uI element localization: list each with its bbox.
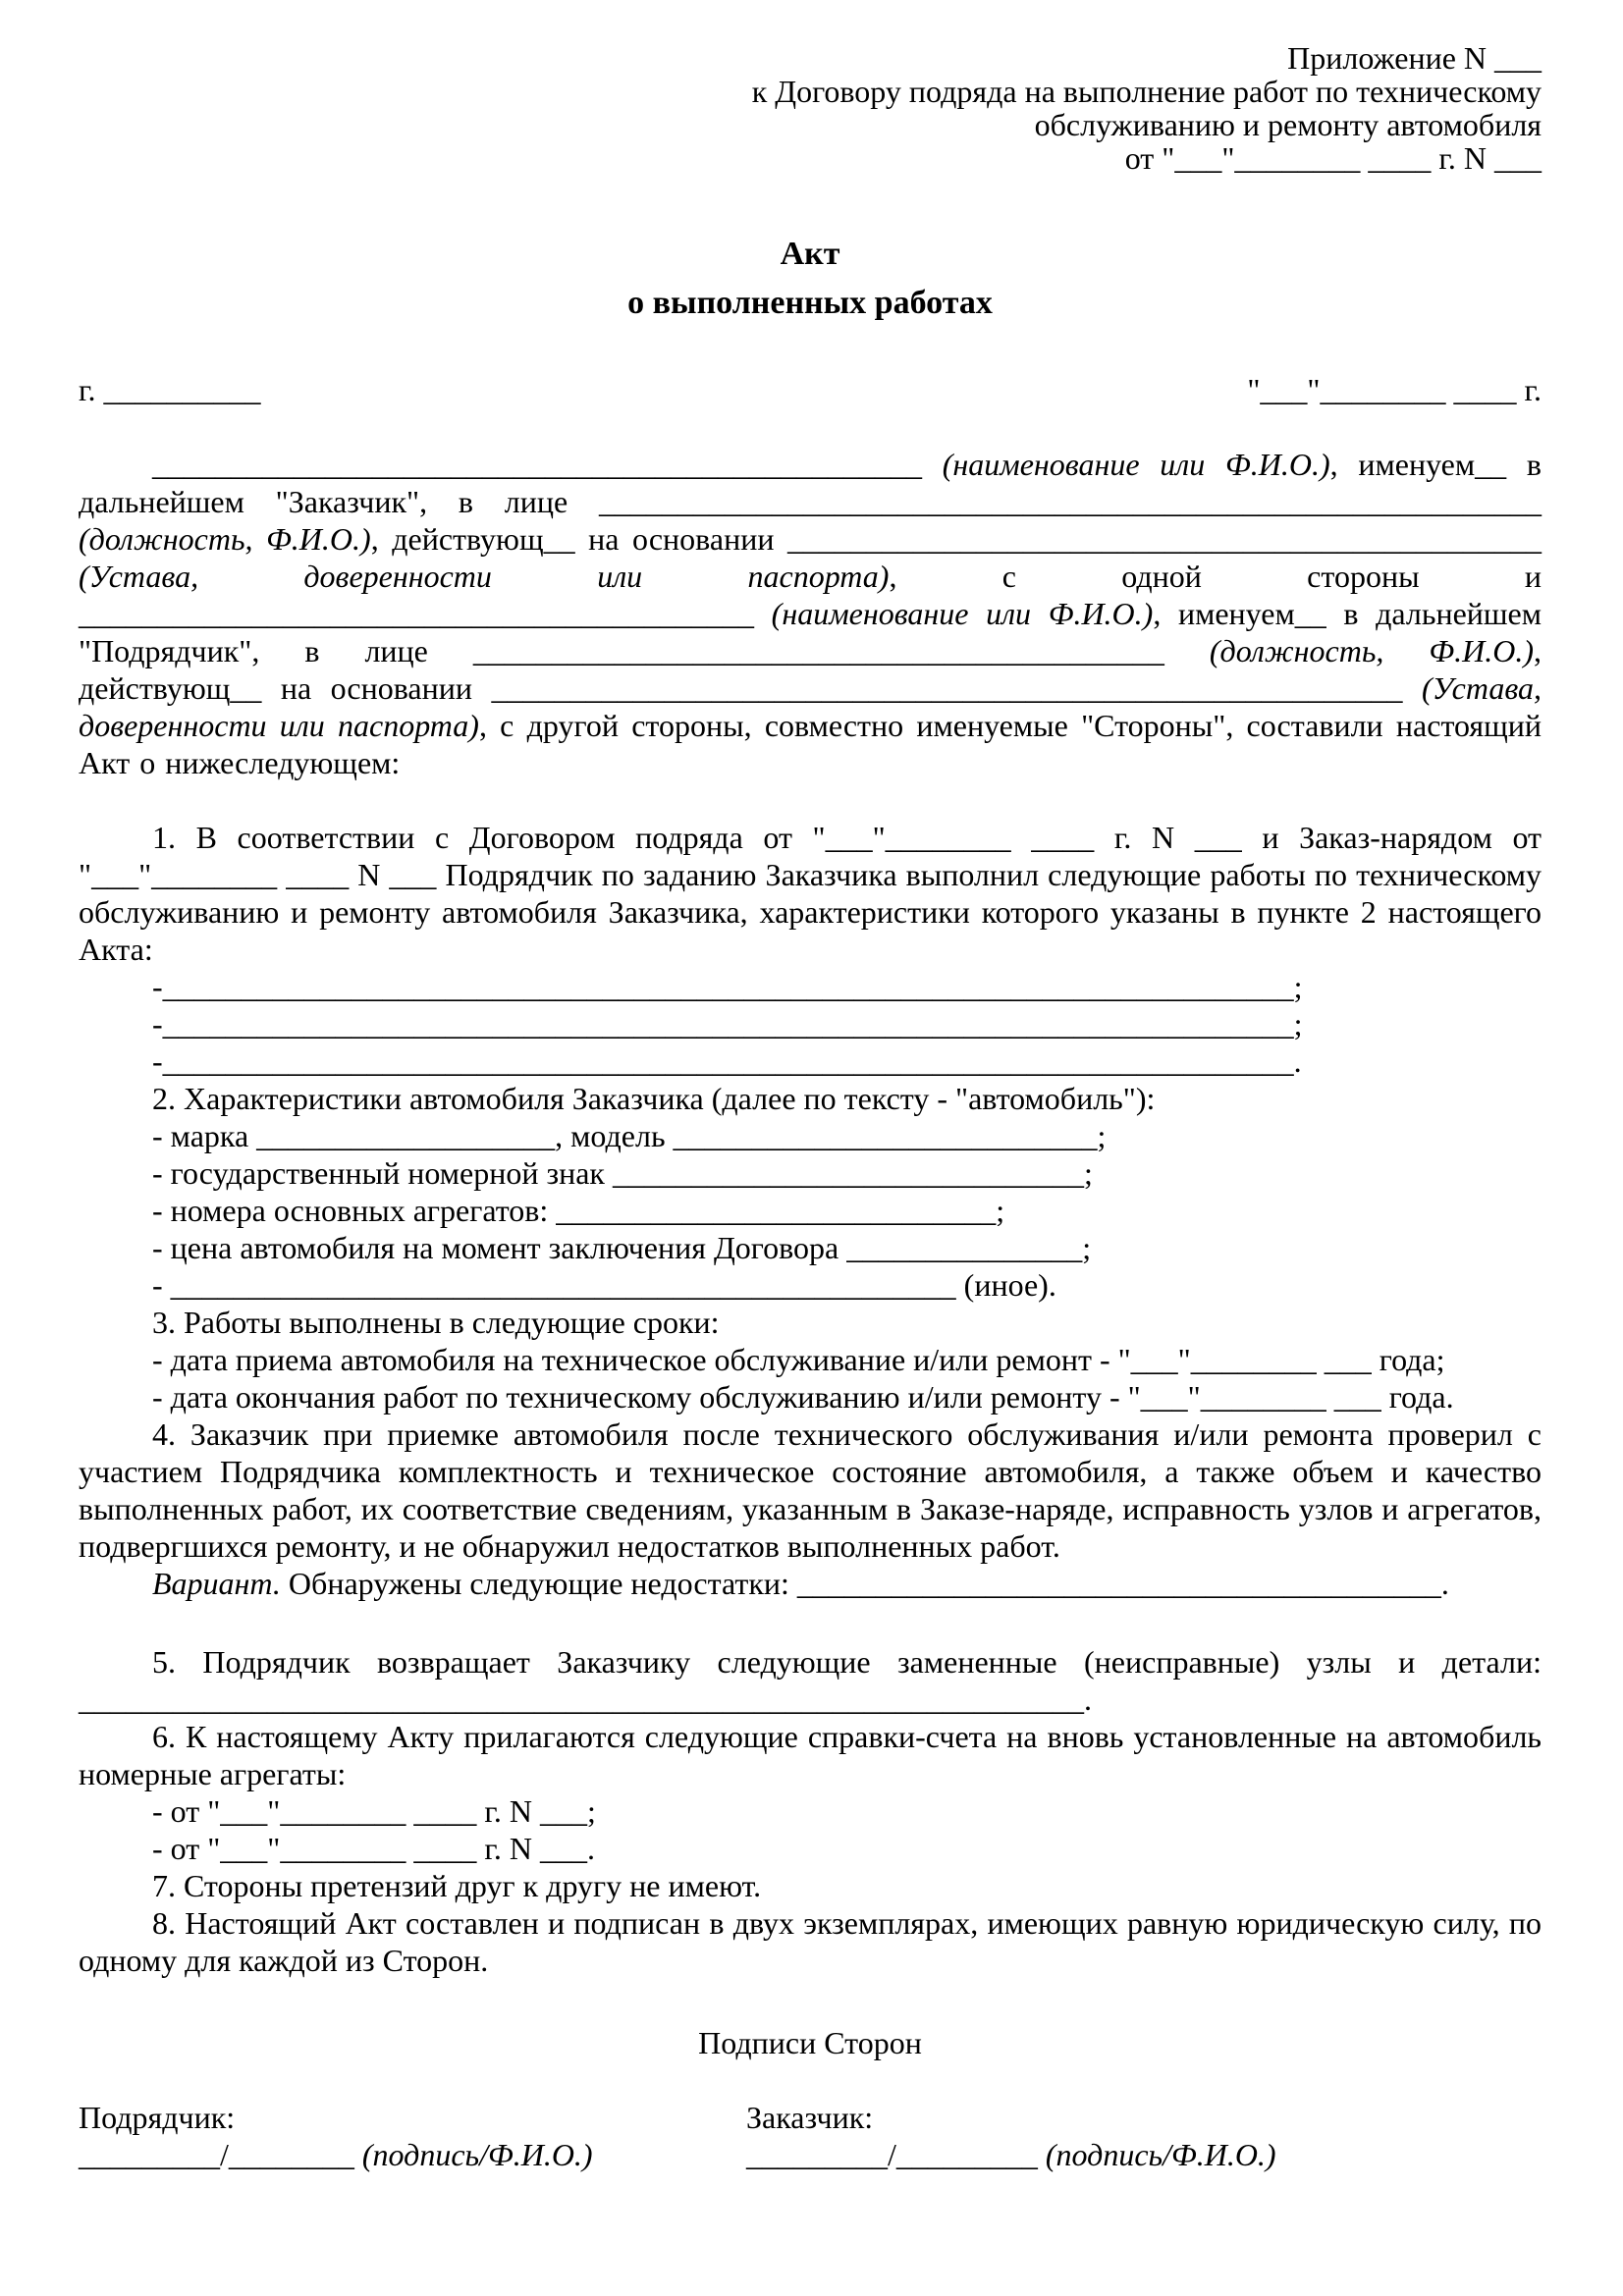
section-2-heading: 2. Характеристики автомобиля Заказчика (далее по тексту - "автомобиль"): xyxy=(152,1081,1156,1116)
variant-line: Вариант. Обнаружены следующие недостатки: _________________________________________. xyxy=(152,1566,1449,1601)
section-6-item-2: - от "___"________ ____ г. N ___. xyxy=(152,1831,595,1866)
annex-line-1: Приложение N ___ xyxy=(1287,40,1542,76)
section-1-blank-item-3: -________________________________________________________________________. xyxy=(152,1043,1302,1079)
contractor-signature-column xyxy=(79,2099,746,2173)
section-3-heading: 3. Работы выполнены в следующие сроки: xyxy=(152,1305,720,1340)
section-5-paragraph: 5. Подрядчик возвращает Заказчику следующие замененные (неисправные) узлы и детали: ________________________________________________________________. xyxy=(79,1644,1542,1717)
contractor-label: Подрядчик: xyxy=(79,2100,236,2135)
document-title-line-1: Акт xyxy=(780,236,840,272)
annex-header xyxy=(79,41,1542,175)
section-6-paragraph: 6. К настоящему Акту прилагаются следующие справки-счета на вновь установленные на автомобиль номерные агрегаты: xyxy=(79,1719,1542,1791)
section-1-blank-item-2: -________________________________________________________________________; xyxy=(152,1006,1303,1041)
document-title-line-2: о выполненных работах xyxy=(627,285,993,321)
section-1-blank-item-1: -________________________________________________________________________; xyxy=(152,969,1303,1004)
annex-line-2: к Договору подряда на выполнение работ по техническому xyxy=(751,74,1542,109)
section-3-item-finish-date: - дата окончания работ по техническому обслуживанию и/или ремонту - "___"________ ___ года. xyxy=(152,1379,1454,1415)
document-title xyxy=(79,230,1542,328)
annex-line-4: от "___"________ ____ г. N ___ xyxy=(1124,140,1542,176)
section-6-item-1: - от "___"________ ____ г. N ___; xyxy=(152,1793,596,1829)
preamble-paragraph: _________________________________________________ (наименование или Ф.И.О.), именуем__ в дальнейшем "Заказчик", в лице ____________________________________________________________ (должность, Ф.И.О.), действующ__ на основании ________________________________________________ (Устава, доверенности или паспорта), с одной стороны и ___________________________________________ (наименование или Ф.И.О.), именуем__ в дальнейшем "Подрядчик", в лице ____________________________________________ (должность, Ф.И.О.), действующ__ на основании __________________________________________________________ (Устава, доверенности или паспорта), с другой стороны, совместно именуемые "Стороны", составили настоящий Акт о нижеследующем: xyxy=(79,447,1542,780)
contractor-signature-line: _________/________ (подпись/Ф.И.О.) xyxy=(79,2137,593,2172)
annex-line-3: обслуживанию и ремонту автомобиля xyxy=(1034,107,1542,142)
signatures-block xyxy=(79,2099,1542,2173)
city-blank: г. __________ xyxy=(79,372,261,407)
customer-signature-line: _________/_________ (подпись/Ф.И.О.) xyxy=(746,2137,1276,2172)
date-blank: "___"________ ____ г. xyxy=(1247,372,1542,407)
section-2-item-unit-numbers: - номера основных агрегатов: ____________________________; xyxy=(152,1193,1005,1228)
section-3-item-accept-date: - дата приема автомобиля на техническое обслуживание и/или ремонт - "___"________ ___ года; xyxy=(152,1342,1445,1377)
customer-signature-column xyxy=(746,2099,1542,2173)
section-2-item-brand-model: - марка ___________________, модель ___________________________; xyxy=(152,1118,1107,1153)
section-2-item-plate: - государственный номерной знак ______________________________; xyxy=(152,1155,1093,1191)
section-8-paragraph: 8. Настоящий Акт составлен и подписан в двух экземплярах, имеющих равную юридическую силу, по одному для каждой из Сторон. xyxy=(79,1905,1542,1978)
section-2-item-other: - __________________________________________________ (иное). xyxy=(152,1267,1056,1303)
section-7-line: 7. Стороны претензий друг к другу не имеют. xyxy=(152,1868,762,1903)
section-2-item-price: - цена автомобиля на момент заключения Договора _______________; xyxy=(152,1230,1092,1265)
section-4-paragraph: 4. Заказчик при приемке автомобиля после технического обслуживания и/или ремонта проверил с участием Подрядчика комплектность и техническое состояние автомобиля, а также объем и качество выполненных работ, их соответствие сведениям, указанным в Заказе-наряде, исправность узлов и агрегатов, подвергшихся ремонту, и не обнаружил недостатков выполненных работ. xyxy=(79,1416,1542,1564)
place-date-line xyxy=(79,371,1542,408)
signatures-heading: Подписи Сторон xyxy=(698,2025,922,2060)
section-1-paragraph: 1. В соответствии с Договором подряда от "___"________ ____ г. N ___ и Заказ-нарядом от "___"________ ____ N ___ Подрядчик по заданию Заказчика выполнил следующие работы по техническому обслуживанию и ремонту автомобиля Заказчика, характеристики которого указаны в пункте 2 настоящего Акта: xyxy=(79,820,1542,967)
customer-label: Заказчик: xyxy=(746,2100,874,2135)
